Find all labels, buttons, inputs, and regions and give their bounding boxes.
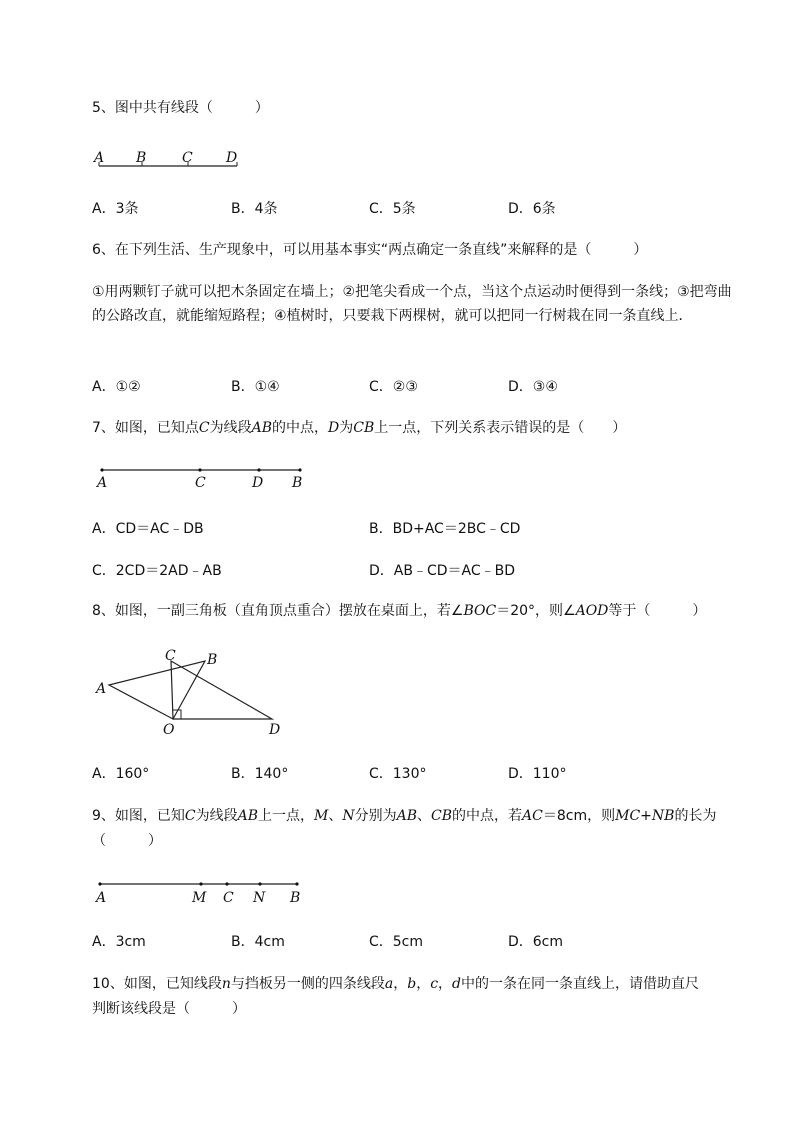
q6-option-a[interactable]: A．①② [92,379,141,395]
q9-option-a[interactable]: A．3cm [92,934,146,950]
q7-option-a[interactable]: A．CD＝AC﹣DB [92,521,204,537]
q5-option-a[interactable]: A．3条 [92,201,139,217]
q9-option-d[interactable]: D．6cm [508,934,564,950]
q7-option-b[interactable]: B．BD+AC＝2BC﹣CD [369,521,521,537]
q5-label-c: C [182,150,193,166]
q7-figure [96,462,316,492]
q7-point-b [298,468,301,471]
q9-label-n: N [253,890,266,906]
q9-label-a: A [96,890,107,906]
q8-label-b: B [207,652,218,668]
q9-label-b: B [290,890,301,906]
q7-option-d[interactable]: D．AB﹣CD＝AC﹣BD [369,563,516,579]
q5-label-a: A [94,150,105,166]
q5-label-d: D [226,150,238,166]
q8-figure [92,648,292,740]
q6-stem: 6、在下列生活、生产现象中，可以用基本事实“两点确定一条直线”来解释的是（ ） [92,242,648,258]
q8-option-d[interactable]: D．110° [508,766,567,782]
q9-point-a [98,882,101,885]
q5-option-c[interactable]: C．5条 [369,201,416,217]
q6-body: ①用两颗钉子就可以把木条固定在墙上；②把笔尖看成一个点，当这个点运动时便得到一条线；③把弯曲的公路改直，就能缩短路程；④植树时，只要栽下两棵树，就可以把同一行树栽在同一条直线上． [92,284,732,324]
q8-label-d: D [269,722,281,738]
q9-point-c [225,882,228,885]
q9-option-c[interactable]: C．5cm [369,934,424,950]
q5-figure [90,146,250,176]
q9-label-c: C [223,890,234,906]
q8-option-c[interactable]: C．130° [369,766,427,782]
q8-option-b[interactable]: B．140° [231,766,289,782]
q7-label-d: D [252,475,264,491]
q5-option-b[interactable]: B．4条 [231,201,278,217]
q10-stem-line2: 判断该线段是（ ） [92,1001,246,1017]
q9-stem-line2: （ ） [92,833,162,849]
q8-label-o: O [163,722,175,738]
q7-point-a [100,468,103,471]
q5-label-b: B [136,150,147,166]
q7-label-a: A [97,475,108,491]
q7-label-b: B [292,475,303,491]
q8-triangle-aob [109,661,205,719]
q9-label-m: M [192,890,207,906]
q6-option-c[interactable]: C．②③ [369,379,418,395]
q9-point-b [295,882,298,885]
q7-stem: 7、如图，已知点C为线段AB的中点，D为CB上一点，下列关系表示错误的是（ ） [92,420,627,436]
q6-option-d[interactable]: D．③④ [508,379,558,395]
q7-label-c: C [195,475,206,491]
q5-stem: 5、图中共有线段（ ） [92,100,269,116]
q10-stem: 10、如图，已知线段n与挡板另一侧的四条线段a，b，c，d中的一条在同一条直线上，请借助直尺 [92,976,699,992]
q9-point-n [258,882,261,885]
q7-point-d [257,468,260,471]
q7-point-c [198,468,201,471]
q9-point-m [199,882,202,885]
q6-option-b[interactable]: B．①④ [231,379,280,395]
q8-option-a[interactable]: A．160° [92,766,150,782]
q8-label-a: A [96,681,107,697]
q9-stem: 9、如图，已知C为线段AB上一点，M、N分别为AB、CB的中点，若AC＝8cm，则MC+NB的长为 [92,808,717,824]
q8-label-c: C [165,648,176,664]
q8-stem: 8、如图，一副三角板（直角顶点重合）摆放在桌面上，若∠BOC＝20°，则∠AOD等于（ ） [92,603,707,619]
q9-option-b[interactable]: B．4cm [231,934,285,950]
q7-option-c[interactable]: C．2CD＝2AD﹣AB [92,563,222,579]
q5-option-d[interactable]: D．6条 [508,201,556,217]
q9-figure [94,876,314,908]
q8-triangle-cod [171,661,272,719]
